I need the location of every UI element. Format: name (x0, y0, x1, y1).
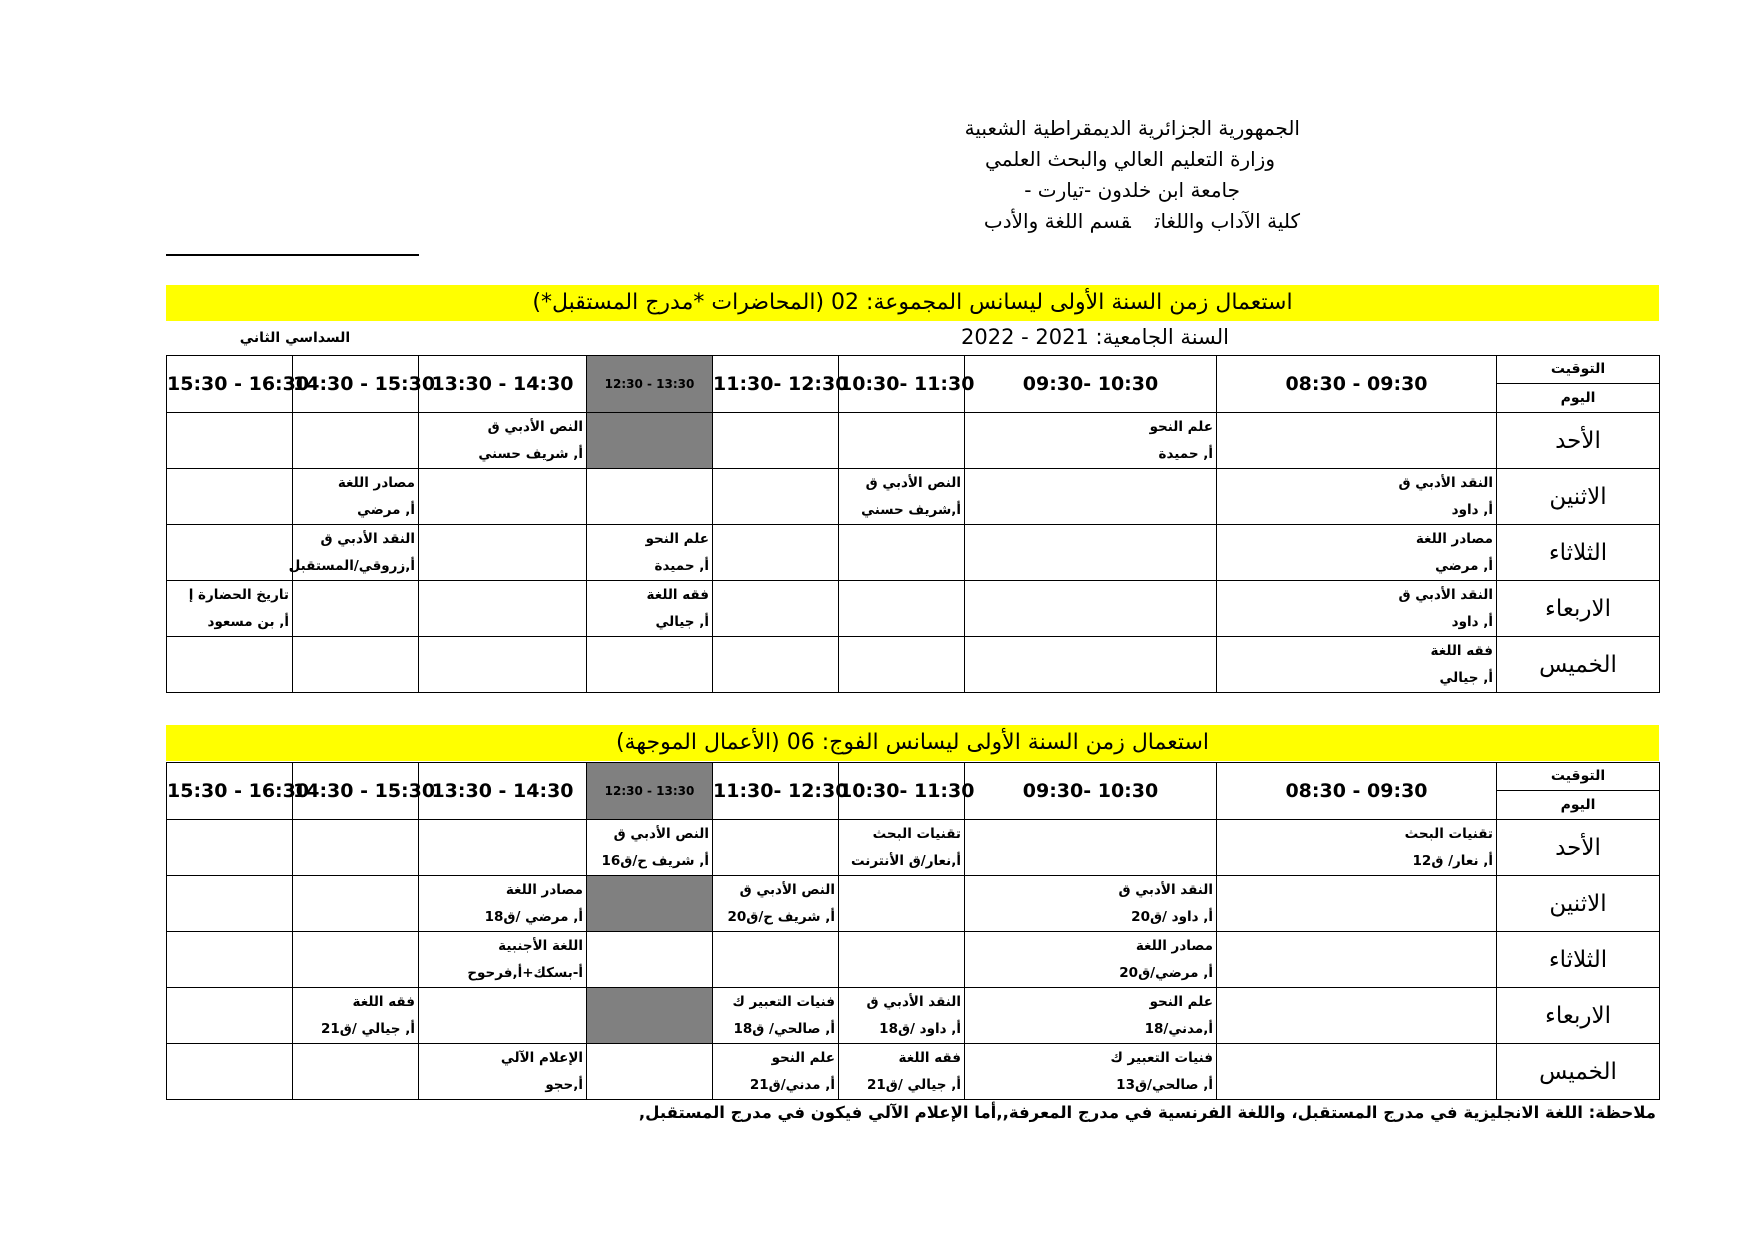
course-name (587, 414, 709, 441)
schedule-cell (587, 988, 713, 1044)
table-row (167, 820, 1660, 876)
schedule-cell (965, 820, 1217, 876)
schedule-cell (167, 525, 293, 581)
course-name (419, 638, 583, 665)
instructor-name (1217, 904, 1493, 931)
schedule-cell (293, 413, 419, 469)
schedule-cell (293, 637, 419, 693)
course-name (713, 470, 835, 497)
schedule-cell (167, 820, 293, 876)
course-name (587, 933, 709, 960)
instructor-name (167, 665, 289, 692)
course-name (1217, 1045, 1493, 1072)
instructor-name (839, 553, 961, 580)
course-name: علم النحو (1149, 418, 1213, 435)
course-name (965, 526, 1213, 553)
course-name: فقه اللغة (352, 993, 415, 1010)
semester-label: السداسي الثاني (239, 330, 351, 346)
instructor-name: أ, شريف ح/ق20 (727, 908, 835, 925)
instructor-name (587, 1072, 709, 1099)
schedule-cell (167, 932, 293, 988)
schedule-cell (419, 1044, 587, 1100)
schedule-cell (293, 820, 419, 876)
table-row (167, 581, 1660, 637)
schedule-cell (965, 469, 1217, 525)
day-name: الخميس (1497, 637, 1660, 693)
time-slot-header: 13:30 - 14:30 (419, 763, 587, 820)
course-name (167, 821, 289, 848)
instructor-name: أ, نعار/ ق12 (1412, 852, 1493, 869)
time-slot-header: 08:30 - 09:30 (1217, 356, 1497, 413)
course-name (713, 582, 835, 609)
instructor-name (1217, 1016, 1493, 1043)
instructor-name (167, 848, 289, 875)
instructor-name: أ, شريف حسني (478, 445, 583, 462)
instructor-name (167, 1072, 289, 1099)
schedule-cell (419, 876, 587, 932)
course-name (167, 638, 289, 665)
course-name (293, 414, 415, 441)
table-row (167, 637, 1660, 693)
course-name (167, 877, 289, 904)
course-name (419, 989, 583, 1016)
schedule-cell (419, 525, 587, 581)
schedule-cell (587, 469, 713, 525)
faculty-name: كلية الآداب واللغات (1154, 209, 1300, 233)
course-name: النقد الأدبي ق (1118, 881, 1213, 898)
course-name (167, 526, 289, 553)
instructor-name (587, 904, 709, 931)
course-name (587, 638, 709, 665)
instructor-name (167, 904, 289, 931)
schedule-cell (1217, 932, 1497, 988)
table-row (167, 413, 1660, 469)
instructor-name (713, 665, 835, 692)
instructor-name: أ,زروقي/المستقبل (288, 557, 415, 574)
schedule-cell (167, 1044, 293, 1100)
course-name: تقنيات البحث (1404, 825, 1493, 842)
schedule-cell (839, 469, 965, 525)
schedule-cell (713, 876, 839, 932)
academic-year-label: السنة الجامعية: 2021 - 2022 (961, 325, 1229, 349)
instructor-name (1217, 960, 1493, 987)
schedule-cell (839, 413, 965, 469)
course-name: النص الأدبي ق (613, 825, 709, 842)
instructor-name (167, 441, 289, 468)
course-name: مصادر اللغة (505, 881, 583, 898)
course-name (167, 414, 289, 441)
instructor-name (419, 1016, 583, 1043)
instructor-name (419, 553, 583, 580)
instructor-name (293, 960, 415, 987)
course-name (965, 638, 1213, 665)
schedule-cell (587, 581, 713, 637)
course-name: النص الأدبي ق (865, 474, 961, 491)
course-name: تاريخ الحضارة إ (188, 586, 289, 603)
course-name (419, 470, 583, 497)
instructor-name (293, 848, 415, 875)
course-name (713, 526, 835, 553)
course-name: فقه اللغة (1430, 642, 1493, 659)
instructor-name (293, 609, 415, 636)
instructor-name (293, 904, 415, 931)
course-name (713, 414, 835, 441)
instructor-name (419, 609, 583, 636)
tutorials-table-title: استعمال زمن السنة الأولى ليسانس الفوج: 06 (الأعمال الموجهة) (166, 725, 1659, 761)
course-name (293, 821, 415, 848)
instructor-name: أ, جيالي (1439, 669, 1493, 686)
course-name: علم النحو (771, 1049, 835, 1066)
schedule-cell (1217, 581, 1497, 637)
day-name: الأحد (1497, 820, 1660, 876)
schedule-cell (1217, 876, 1497, 932)
course-name (713, 821, 835, 848)
time-slot-header: 10:30- 11:30 (839, 356, 965, 413)
course-name: مصادر اللغة (1415, 530, 1493, 547)
course-name: علم النحو (1149, 993, 1213, 1010)
course-name: النقد الأدبي ق (1398, 586, 1493, 603)
instructor-name: أ,نعار/ق الأنترنت (850, 852, 961, 869)
schedule-cell (839, 932, 965, 988)
instructor-name (419, 848, 583, 875)
schedule-cell (713, 820, 839, 876)
instructor-name: أ, حميدة (654, 557, 709, 574)
course-name (713, 638, 835, 665)
instructor-name (965, 609, 1213, 636)
instructor-name (587, 665, 709, 692)
instructor-name: أ, جيالي /ق21 (321, 1020, 415, 1037)
schedule-cell (587, 1044, 713, 1100)
course-name: فقه اللغة (898, 1049, 961, 1066)
course-name: مصادر اللغة (1135, 937, 1213, 954)
lectures-timetable (166, 355, 1660, 693)
schedule-cell (1217, 637, 1497, 693)
department-name: قسم اللغة والأدب (983, 209, 1131, 233)
schedule-cell (965, 876, 1217, 932)
instructor-name (293, 665, 415, 692)
course-name (293, 933, 415, 960)
course-name (587, 877, 709, 904)
table-row (167, 932, 1660, 988)
course-name: فقه اللغة (646, 586, 709, 603)
instructor-name: أ, مدني/ق21 (749, 1076, 835, 1093)
signature-rule (166, 254, 419, 256)
schedule-cell (1217, 1044, 1497, 1100)
instructor-name (419, 497, 583, 524)
instructor-name (839, 609, 961, 636)
schedule-cell (965, 932, 1217, 988)
instructor-name: أ, داود (1451, 613, 1493, 630)
schedule-cell (419, 988, 587, 1044)
schedule-cell (839, 1044, 965, 1100)
schedule-cell (965, 1044, 1217, 1100)
course-name: فنيات التعبير ك (1110, 1049, 1213, 1066)
schedule-cell (839, 581, 965, 637)
schedule-cell (293, 932, 419, 988)
schedule-cell (1217, 988, 1497, 1044)
course-name (167, 933, 289, 960)
time-label: التوقيت (1497, 763, 1659, 791)
instructor-name (839, 665, 961, 692)
course-name (965, 821, 1213, 848)
course-name (587, 470, 709, 497)
schedule-cell (587, 876, 713, 932)
instructor-name (839, 441, 961, 468)
instructor-name (167, 960, 289, 987)
course-name (1217, 933, 1493, 960)
course-name (167, 1045, 289, 1072)
course-name: النص الأدبي ق (739, 881, 835, 898)
schedule-cell (839, 820, 965, 876)
course-name (1217, 414, 1493, 441)
instructor-name (965, 665, 1213, 692)
course-name (965, 582, 1213, 609)
schedule-cell (713, 1044, 839, 1100)
schedule-cell (419, 637, 587, 693)
schedule-cell (293, 581, 419, 637)
instructor-name (293, 1072, 415, 1099)
course-name (713, 933, 835, 960)
course-name (839, 526, 961, 553)
instructor-name: أ-بسكك+أ,فرحوح (467, 964, 583, 981)
instructor-name (713, 497, 835, 524)
schedule-cell (713, 637, 839, 693)
day-name: الاثنين (1497, 876, 1660, 932)
instructor-name (965, 848, 1213, 875)
schedule-cell (167, 469, 293, 525)
schedule-cell (839, 525, 965, 581)
schedule-cell (167, 581, 293, 637)
day-name: الثلاثاء (1497, 525, 1660, 581)
instructor-name (587, 497, 709, 524)
day-name: الاثنين (1497, 469, 1660, 525)
document-header (900, 113, 1300, 237)
time-slot-header: 10:30- 11:30 (839, 763, 965, 820)
schedule-cell (713, 413, 839, 469)
time-slot-header: 09:30- 10:30 (965, 356, 1217, 413)
course-name: النقد الأدبي ق (866, 993, 961, 1010)
course-name: النقد الأدبي ق (320, 530, 415, 547)
instructor-name: أ, جيالي (655, 613, 709, 630)
schedule-cell (288, 525, 419, 581)
course-name: مصادر اللغة (337, 474, 415, 491)
instructor-name (167, 497, 289, 524)
instructor-name (713, 609, 835, 636)
day-name: الخميس (1497, 1044, 1660, 1100)
table-row (167, 1044, 1660, 1100)
schedule-cell (839, 637, 965, 693)
schedule-cell (713, 525, 839, 581)
schedule-cell (965, 637, 1217, 693)
table-row (167, 876, 1660, 932)
schedule-cell (419, 581, 587, 637)
day-label: اليوم (1560, 390, 1596, 406)
course-name (839, 582, 961, 609)
course-name: النقد الأدبي ق (1398, 474, 1493, 491)
time-slot-header: 08:30 - 09:30 (1217, 763, 1497, 820)
schedule-cell (293, 876, 419, 932)
instructor-name: أ,شريف حسني (861, 501, 961, 518)
schedule-cell (965, 581, 1217, 637)
instructor-name (587, 441, 709, 468)
faculty-line (900, 206, 1300, 237)
day-name: الأحد (1497, 413, 1660, 469)
course-name: الإعلام الآلي (500, 1049, 583, 1066)
instructor-name (965, 553, 1213, 580)
course-name: اللغة الأجنبية (498, 937, 583, 954)
instructor-name: أ, داود /ق20 (1131, 908, 1213, 925)
course-name (587, 1045, 709, 1072)
schedule-cell (839, 988, 965, 1044)
time-slot-header: 11:30- 12:30 (713, 356, 839, 413)
schedule-cell (587, 525, 713, 581)
course-name: النص الأدبي ق (487, 418, 583, 435)
schedule-cell (419, 820, 587, 876)
instructor-name (713, 848, 835, 875)
instructor-name (713, 960, 835, 987)
course-name (839, 877, 961, 904)
course-name (167, 470, 289, 497)
course-name (419, 526, 583, 553)
schedule-cell (713, 469, 839, 525)
schedule-cell (419, 932, 587, 988)
instructor-name (1217, 1072, 1493, 1099)
instructor-name (1217, 441, 1493, 468)
instructor-name (587, 960, 709, 987)
instructor-name: أ, حميدة (1158, 445, 1213, 462)
instructor-name: أ,حجو (545, 1076, 583, 1093)
instructor-name: أ, مرضي (1435, 557, 1493, 574)
time-slot-header: 13:30 - 14:30 (419, 356, 587, 413)
course-name (293, 877, 415, 904)
time-day-header (1497, 356, 1660, 413)
course-name (839, 933, 961, 960)
time-slot-header: 14:30 - 15:30 (293, 356, 419, 413)
schedule-cell (965, 413, 1217, 469)
schedule-cell (1217, 469, 1497, 525)
course-name (167, 989, 289, 1016)
instructor-name: أ, صالحي/ق13 (1116, 1076, 1213, 1093)
schedule-cell (965, 525, 1217, 581)
tutorials-timetable (166, 762, 1660, 1100)
day-name: الثلاثاء (1497, 932, 1660, 988)
course-name (419, 821, 583, 848)
schedule-cell (167, 637, 293, 693)
instructor-name: أ, مرضي /ق18 (484, 908, 583, 925)
course-name (419, 582, 583, 609)
course-name (293, 582, 415, 609)
instructor-name (293, 441, 415, 468)
schedule-cell (419, 469, 587, 525)
instructor-name: أ, مرضي (357, 501, 415, 518)
schedule-cell (167, 413, 293, 469)
course-name (1217, 877, 1493, 904)
course-name (293, 638, 415, 665)
schedule-cell (293, 1044, 419, 1100)
day-name: الاربعاء (1497, 988, 1660, 1044)
schedule-cell (713, 988, 839, 1044)
schedule-cell (1217, 525, 1497, 581)
instructor-name: أ, داود (1451, 501, 1493, 518)
course-name: تقنيات البحث (872, 825, 961, 842)
time-slot-header: 15:30 - 16:30 (167, 763, 293, 820)
course-name (293, 1045, 415, 1072)
time-slot-header: 09:30- 10:30 (965, 763, 1217, 820)
instructor-name (713, 553, 835, 580)
schedule-cell (587, 932, 713, 988)
time-day-header (1497, 763, 1660, 820)
university-line: جامعة ابن خلدون -تيارت - (1024, 178, 1240, 202)
schedule-cell (587, 637, 713, 693)
course-name: فنيات التعبير ك (732, 993, 835, 1010)
instructor-name (839, 904, 961, 931)
instructor-name: أ, داود /ق18 (879, 1020, 961, 1037)
instructor-name (713, 441, 835, 468)
day-name: الاربعاء (1497, 581, 1660, 637)
instructor-name: أ, جيالي /ق21 (867, 1076, 961, 1093)
course-name (839, 638, 961, 665)
course-name (587, 989, 709, 1016)
schedule-cell (293, 988, 419, 1044)
course-name (1217, 989, 1493, 1016)
republic-line: الجمهورية الجزائرية الديمقراطية الشعبية (964, 116, 1300, 140)
course-name (965, 470, 1213, 497)
schedule-cell (167, 988, 293, 1044)
instructor-name (587, 1016, 709, 1043)
instructor-name: أ,مدني/18 (1144, 1020, 1213, 1037)
instructor-name (839, 960, 961, 987)
instructor-name: أ, مرضي/ق20 (1119, 964, 1213, 981)
schedule-cell (713, 932, 839, 988)
table-row (167, 525, 1660, 581)
schedule-cell (293, 469, 419, 525)
course-name (839, 414, 961, 441)
schedule-cell (965, 988, 1217, 1044)
instructor-name: أ, بن مسعود (207, 613, 289, 630)
instructor-name (167, 1016, 289, 1043)
time-label: التوقيت (1497, 356, 1659, 384)
schedule-cell (167, 876, 293, 932)
ministry-line: وزارة التعليم العالي والبحث العلمي (985, 147, 1275, 171)
schedule-cell (713, 581, 839, 637)
schedule-cell (839, 876, 965, 932)
instructor-name (965, 497, 1213, 524)
time-slot-header: 11:30- 12:30 (713, 763, 839, 820)
schedule-cell (1217, 820, 1497, 876)
course-name: علم النحو (645, 530, 709, 547)
instructor-name (167, 553, 289, 580)
time-slot-header: 15:30 - 16:30 (167, 356, 293, 413)
time-slot-header: 12:30 - 13:30 (587, 356, 713, 413)
instructor-name (419, 665, 583, 692)
time-slot-header: 14:30 - 15:30 (293, 763, 419, 820)
schedule-cell (419, 413, 587, 469)
footnote: ملاحظة: اللغة الانجليزية في مدرج المستقبل، واللغة الفرنسية في مدرج المعرفة,,أما الإعلام الآلي فيكون في مدرج المستقبل, (638, 1103, 1656, 1122)
schedule-cell (587, 413, 713, 469)
lectures-table-title: استعمال زمن السنة الأولى ليسانس المجموعة: 02 (المحاضرات *مدرج المستقبل*) (166, 285, 1659, 321)
table-row (167, 988, 1660, 1044)
schedule-cell (587, 820, 713, 876)
day-label: اليوم (1560, 797, 1596, 813)
time-slot-header: 12:30 - 13:30 (587, 763, 713, 820)
schedule-cell (1217, 413, 1497, 469)
table-row (167, 469, 1660, 525)
instructor-name: أ, شريف ح/ق16 (601, 852, 709, 869)
instructor-name: أ, صالحي/ ق18 (733, 1020, 835, 1037)
